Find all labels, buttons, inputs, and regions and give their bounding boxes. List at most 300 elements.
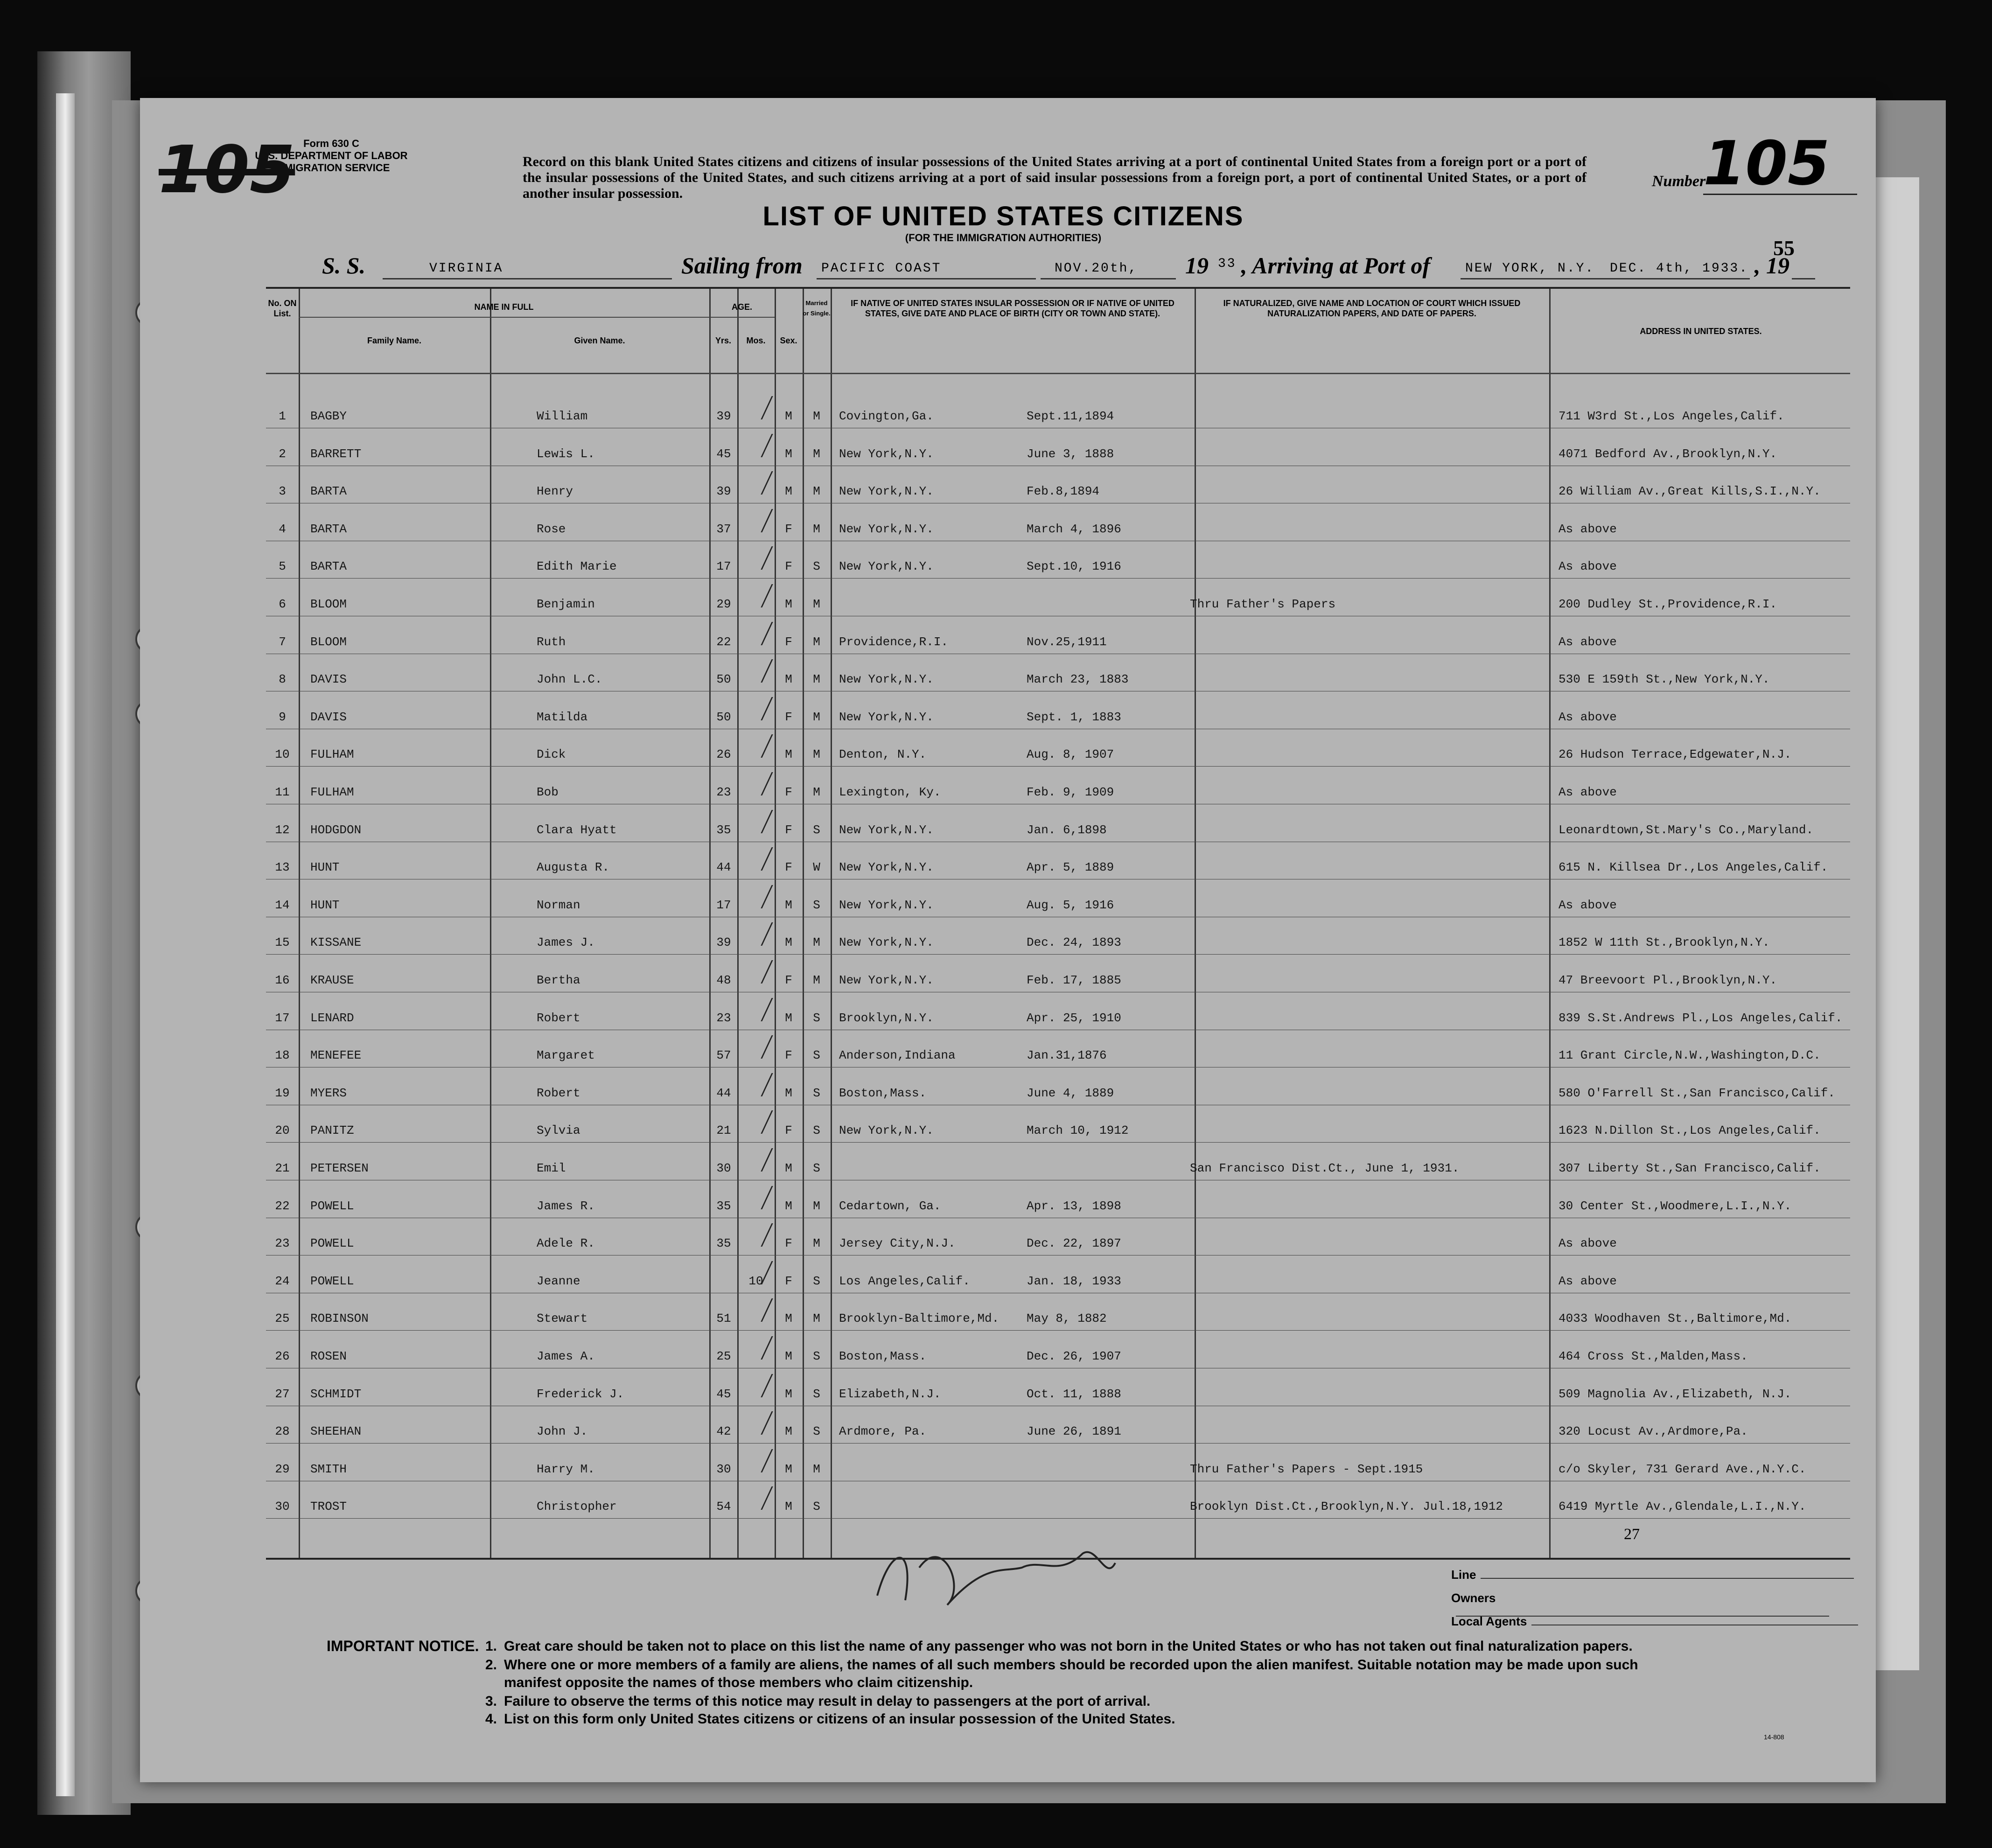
cell-address: 320 Locust Av.,Ardmore,Pa. [1559, 1424, 1748, 1439]
cell-sex: F [785, 1048, 792, 1063]
table-row [266, 852, 1850, 889]
cell-family: KISSANE [310, 935, 362, 950]
notice-text: Failure to observe the terms of this notice may result in delay to passengers at the port of arrival. [504, 1694, 1151, 1709]
form-instructions: Record on this blank United States citizens and citizens of insular possessions of the United States arriving at a port of continental United States from a foreign port or a port of the insular possessions of the United States, and such citizens arriving at a port of said insular possessions from a foreign port, a port of continental United States, or a port of another insular possession. [523, 154, 1587, 201]
cell-given: Stewart [537, 1311, 588, 1326]
cell-naturalized: San Francisco Dist.Ct., June 1, 1931. [1190, 1161, 1460, 1175]
cell-yrs: 30 [716, 1462, 731, 1476]
cell-sex: M [785, 1161, 792, 1175]
cell-address: 6419 Myrtle Av.,Glendale,L.I.,N.Y. [1559, 1499, 1806, 1514]
cell-birth-date: June 26, 1891 [1027, 1424, 1121, 1439]
line-label: Line [1451, 1568, 1476, 1582]
cell-birth-place: New York,N.Y. [839, 973, 934, 987]
cell-yrs: 25 [716, 1349, 731, 1363]
table-row [266, 589, 1850, 626]
cell-ms: W [813, 860, 820, 875]
cell-birth-place: Ardmore, Pa. [839, 1424, 927, 1439]
cell-address: As above [1559, 522, 1617, 536]
year2-prefix: , 19 [1754, 252, 1789, 279]
cell-birth-place: Los Angeles,Calif. [839, 1274, 970, 1288]
cell-ms: M [813, 973, 820, 987]
cell-given: James J. [537, 935, 595, 950]
form-print-code: 14-808 [1764, 1733, 1784, 1741]
cell-given: Robert [537, 1011, 580, 1025]
cell-ms: M [813, 710, 820, 724]
cell-no: 16 [275, 973, 290, 987]
cell-sex: M [785, 1424, 792, 1439]
cell-family: PETERSEN [310, 1161, 369, 1175]
cell-no: 5 [279, 559, 286, 574]
cell-sex: F [785, 785, 792, 799]
notice-item [485, 1638, 1698, 1655]
cell-yrs: 17 [716, 898, 731, 912]
local-agents-label: Local Agents [1451, 1614, 1527, 1628]
cell-family: PANITZ [310, 1123, 354, 1138]
cell-no: 8 [279, 672, 286, 687]
cell-no: 24 [275, 1274, 290, 1288]
row-rule [266, 766, 1850, 767]
cell-sex: M [785, 1086, 792, 1100]
cell-naturalized: Thru Father's Papers - Sept.1915 [1190, 1462, 1423, 1476]
cell-family: TROST [310, 1499, 347, 1514]
cell-given: Dick [537, 747, 566, 762]
cell-given: Norman [537, 898, 580, 912]
cell-address: As above [1559, 635, 1617, 649]
cell-family: POWELL [310, 1274, 354, 1288]
ss-label: S. S. [322, 252, 366, 279]
cell-yrs: 57 [716, 1048, 731, 1063]
cell-birth-date: Apr. 13, 1898 [1027, 1199, 1121, 1213]
cell-yrs: 45 [716, 446, 731, 461]
header-yrs: Yrs. [715, 336, 732, 345]
table-row [266, 1003, 1850, 1040]
cell-ms: M [813, 785, 820, 799]
table-row [266, 1115, 1850, 1152]
number-value: 105 [1703, 133, 1857, 195]
table-row [266, 401, 1850, 438]
cell-sex: F [785, 1236, 792, 1251]
cell-family: DAVIS [310, 672, 347, 687]
cell-sex: M [785, 898, 792, 912]
cell-no: 22 [275, 1199, 290, 1213]
cell-no: 14 [275, 898, 290, 912]
header-no-on-list: No. ON List. [268, 299, 297, 318]
voyage-line [322, 247, 1815, 285]
cell-sex: F [785, 823, 792, 837]
header-birth: IF NATIVE OF UNITED STATES INSULAR POSSESSION OR IF NATIVE OF UNITED STATES, GIVE DATE AND PLACE OF BIRTH (CITY OR TOWN AND STATE). [851, 299, 1174, 318]
cell-no: 3 [279, 484, 286, 499]
notice-text: List on this form only United States citizens or citizens of an insular possession of the United States. [504, 1711, 1175, 1727]
cell-address: 615 N. Killsea Dr.,Los Angeles,Calif. [1559, 860, 1828, 875]
cell-address: 1623 N.Dillon St.,Los Angeles,Calif. [1559, 1123, 1821, 1138]
cell-family: SMITH [310, 1462, 347, 1476]
cell-no: 7 [279, 635, 286, 649]
cell-given: Ruth [537, 635, 566, 649]
cell-given: Robert [537, 1086, 580, 1100]
cell-yrs: 30 [716, 1161, 731, 1175]
cell-given: Margaret [537, 1048, 595, 1063]
table-row [266, 627, 1850, 664]
table-row [266, 1040, 1850, 1077]
cell-given: Adele R. [537, 1236, 595, 1251]
cell-birth-place: Providence,R.I. [839, 635, 949, 649]
cell-sex: F [785, 1274, 792, 1288]
header-divider [299, 317, 775, 318]
cell-yrs: 51 [716, 1311, 731, 1326]
table-row [266, 965, 1850, 1002]
cell-no: 29 [275, 1462, 290, 1476]
cell-sex: M [785, 1349, 792, 1363]
cell-no: 25 [275, 1311, 290, 1326]
table-row [266, 1078, 1850, 1115]
cell-no: 4 [279, 522, 286, 536]
cell-address: 47 Breevoort Pl.,Brooklyn,N.Y. [1559, 973, 1777, 987]
cell-sex: M [785, 1011, 792, 1025]
cell-no: 30 [275, 1499, 290, 1514]
cell-given: Augusta R. [537, 860, 610, 875]
cell-given: Frederick J. [537, 1387, 624, 1401]
cell-birth-date: Jan. 18, 1933 [1027, 1274, 1121, 1288]
table-row [266, 702, 1850, 739]
year-suffix: 33 [1218, 257, 1237, 271]
cell-naturalized: Brooklyn Dist.Ct.,Brooklyn,N.Y. Jul.18,1912 [1190, 1499, 1503, 1514]
cell-given: Edith Marie [537, 559, 617, 574]
table-row [266, 1228, 1850, 1265]
cell-ms: S [813, 1349, 820, 1363]
cell-sex: F [785, 559, 792, 574]
cell-ms: S [813, 1123, 820, 1138]
cell-ms: S [813, 898, 820, 912]
cell-yrs: 29 [716, 597, 731, 611]
cell-yrs: 39 [716, 409, 731, 423]
table-row [266, 514, 1850, 551]
cell-ms: S [813, 559, 820, 574]
cell-given: Rose [537, 522, 566, 536]
table-row [266, 1341, 1850, 1378]
row-rule [266, 1142, 1850, 1143]
cell-birth-place: Boston,Mass. [839, 1349, 927, 1363]
cell-family: POWELL [310, 1236, 354, 1251]
cell-birth-date: Nov.25,1911 [1027, 635, 1107, 649]
cell-address: 26 Hudson Terrace,Edgewater,N.J. [1559, 747, 1792, 762]
cell-no: 18 [275, 1048, 290, 1063]
cell-birth-place: Jersey City,N.J. [839, 1236, 956, 1251]
year2-underline [1792, 278, 1815, 279]
notice-number: 4. [485, 1711, 497, 1727]
cell-birth-place: Cedartown, Ga. [839, 1199, 941, 1213]
cell-birth-date: Sept. 1, 1883 [1027, 710, 1121, 724]
cell-address: 307 Liberty St.,San Francisco,Calif. [1559, 1161, 1821, 1175]
cell-ms: M [813, 1199, 820, 1213]
cell-ms: S [813, 1499, 820, 1514]
cell-birth-date: March 4, 1896 [1027, 522, 1121, 536]
cell-given: John L.C. [537, 672, 602, 687]
notice-text: Great care should be taken not to place on this list the name of any passenger who was not born in the United States or who has not taken out final naturalization papers. [504, 1639, 1633, 1654]
cell-ms: M [813, 409, 820, 423]
cell-birth-place: New York,N.Y. [839, 710, 934, 724]
cell-family: MYERS [310, 1086, 347, 1100]
table-row [266, 476, 1850, 513]
cell-birth-date: Apr. 25, 1910 [1027, 1011, 1121, 1025]
binder-strip [56, 93, 75, 1796]
cell-no: 27 [275, 1387, 290, 1401]
cell-address: 839 S.St.Andrews Pl.,Los Angeles,Calif. [1559, 1011, 1843, 1025]
cell-yrs: 35 [716, 823, 731, 837]
cell-given: Emil [537, 1161, 566, 1175]
cell-given: Christopher [537, 1499, 617, 1514]
header-age: AGE. [731, 302, 752, 312]
header-bottom [266, 373, 1850, 374]
cell-family: BARRETT [310, 446, 362, 461]
cell-given: Benjamin [537, 597, 595, 611]
row-rule [266, 1518, 1850, 1519]
header-name-in-full: NAME IN FULL [474, 302, 534, 312]
cell-family: BAGBY [310, 409, 347, 423]
cell-yrs: 35 [716, 1236, 731, 1251]
total-passengers: 27 [1624, 1526, 1640, 1543]
cell-address: 530 E 159th St.,New York,N.Y. [1559, 672, 1770, 687]
arriving-port: NEW YORK, N.Y. [1465, 261, 1595, 276]
cell-family: BLOOM [310, 597, 347, 611]
table-row [266, 890, 1850, 927]
form-number: Form 630 C [303, 138, 359, 149]
cell-ms: M [813, 522, 820, 536]
page-title: LIST OF UNITED STATES CITIZENS [762, 201, 1244, 231]
header-sex: Sex. [780, 336, 797, 345]
handwritten-sheet-number: 105 [159, 132, 295, 208]
cell-birth-place: New York,N.Y. [839, 860, 934, 875]
table-row [266, 739, 1850, 776]
cell-sex: F [785, 635, 792, 649]
cell-ms: S [813, 1011, 820, 1025]
cell-yrs: 50 [716, 710, 731, 724]
cell-birth-date: March 10, 1912 [1027, 1123, 1129, 1138]
cell-birth-place: New York,N.Y. [839, 1123, 934, 1138]
cell-address: 1852 W 11th St.,Brooklyn,N.Y. [1559, 935, 1770, 950]
cell-family: BARTA [310, 522, 347, 536]
sailing-date: NOV.20th, [1055, 261, 1138, 276]
cell-address: 509 Magnolia Av.,Elizabeth, N.J. [1559, 1387, 1792, 1401]
footer-section [327, 1568, 1866, 1782]
cell-yrs: 54 [716, 1499, 731, 1514]
cell-yrs: 44 [716, 1086, 731, 1100]
cell-birth-date: June 3, 1888 [1027, 446, 1114, 461]
header-given-name: Given Name. [574, 336, 625, 345]
cell-no: 23 [275, 1236, 290, 1251]
header-married-single: Married or Single. [803, 300, 831, 317]
cell-yrs: 45 [716, 1387, 731, 1401]
table-row [266, 1266, 1850, 1303]
cell-birth-place: Denton, N.Y. [839, 747, 927, 762]
cell-ms: S [813, 1387, 820, 1401]
row-rule [266, 578, 1850, 579]
cell-address: 11 Grant Circle,N.W.,Washington,D.C. [1559, 1048, 1821, 1063]
header-mos: Mos. [746, 336, 766, 345]
ship-name: VIRGINIA [429, 261, 503, 276]
table-row [266, 815, 1850, 852]
arriving-underline [1461, 278, 1750, 279]
notice-item [485, 1656, 1698, 1692]
cell-family: ROBINSON [310, 1311, 369, 1326]
cell-ms: M [813, 597, 820, 611]
table-row [266, 1454, 1850, 1491]
cell-family: HUNT [310, 898, 340, 912]
check-mark-icon [742, 396, 773, 419]
cell-sex: M [785, 597, 792, 611]
cell-birth-date: May 8, 1882 [1027, 1311, 1107, 1326]
cell-ms: M [813, 446, 820, 461]
cell-birth-place: Brooklyn-Baltimore,Md. [839, 1311, 999, 1326]
arriving-date: DEC. 4th, 1933. [1610, 261, 1749, 276]
cell-family: BLOOM [310, 635, 347, 649]
cell-sex: M [785, 409, 792, 423]
cell-ms: M [813, 935, 820, 950]
cell-birth-date: Feb.8,1894 [1027, 484, 1100, 499]
cell-given: William [537, 409, 588, 423]
table-row [266, 1153, 1850, 1190]
cell-birth-place: New York,N.Y. [839, 559, 934, 574]
cell-birth-place: Anderson,Indiana [839, 1048, 956, 1063]
table-row [266, 551, 1850, 588]
cell-no: 20 [275, 1123, 290, 1138]
cell-sex: M [785, 1311, 792, 1326]
cell-sex: M [785, 1387, 792, 1401]
cell-given: James R. [537, 1199, 595, 1213]
cell-birth-place: New York,N.Y. [839, 823, 934, 837]
table-row [266, 664, 1850, 701]
cell-no: 19 [275, 1086, 290, 1100]
cell-sex: F [785, 522, 792, 536]
cell-birth-place: Boston,Mass. [839, 1086, 927, 1100]
table-row [266, 1303, 1850, 1340]
cell-given: Lewis L. [537, 446, 595, 461]
sailing-from-label: Sailing from [681, 252, 803, 279]
cell-ms: S [813, 1424, 820, 1439]
cell-ms: S [813, 1048, 820, 1063]
cell-family: KRAUSE [310, 973, 354, 987]
cell-birth-place: New York,N.Y. [839, 446, 934, 461]
cell-yrs: 22 [716, 635, 731, 649]
cell-yrs: 48 [716, 973, 731, 987]
cell-given: Sylvia [537, 1123, 580, 1138]
cell-sex: M [785, 1462, 792, 1476]
cell-no: 17 [275, 1011, 290, 1025]
cell-family: BARTA [310, 484, 347, 499]
notice-number: 1. [485, 1639, 497, 1654]
cell-yrs: 42 [716, 1424, 731, 1439]
cell-address: As above [1559, 785, 1617, 799]
cell-address: As above [1559, 559, 1617, 574]
year-prefix: 19 [1185, 252, 1209, 279]
cell-ms: M [813, 747, 820, 762]
cell-birth-date: Oct. 11, 1888 [1027, 1387, 1121, 1401]
cell-family: MENEFEE [310, 1048, 362, 1063]
table-row [266, 1191, 1850, 1228]
cell-address: As above [1559, 898, 1617, 912]
cell-sex: F [785, 860, 792, 875]
cell-ms: M [813, 1236, 820, 1251]
cell-no: 10 [275, 747, 290, 762]
cell-yrs: 44 [716, 860, 731, 875]
cell-address: 4033 Woodhaven St.,Baltimore,Md. [1559, 1311, 1792, 1326]
cell-sex: M [785, 747, 792, 762]
cell-yrs: 37 [716, 522, 731, 536]
cell-ms: M [813, 635, 820, 649]
cell-ms: S [813, 1274, 820, 1288]
sailing-underline [817, 278, 1036, 279]
page-subtitle: (FOR THE IMMIGRATION AUTHORITIES) [905, 232, 1102, 244]
cell-yrs: 17 [716, 559, 731, 574]
cell-no: 1 [279, 409, 286, 423]
cell-ms: M [813, 1311, 820, 1326]
cell-birth-date: Jan. 6,1898 [1027, 823, 1107, 837]
notice-number: 2. [485, 1657, 497, 1673]
sailing-from-value: PACIFIC COAST [821, 261, 942, 276]
header-family-name: Family Name. [367, 336, 422, 345]
cell-yrs: 23 [716, 785, 731, 799]
notice-number: 3. [485, 1694, 497, 1709]
cell-given: Bob [537, 785, 559, 799]
notice-item [485, 1693, 1698, 1710]
cell-yrs: 39 [716, 935, 731, 950]
cell-given: Henry [537, 484, 573, 499]
cell-yrs: 23 [716, 1011, 731, 1025]
cell-sex: M [785, 1499, 792, 1514]
cell-birth-place: Lexington, Ky. [839, 785, 941, 799]
number-label: Number [1652, 173, 1706, 190]
cell-yrs: 39 [716, 484, 731, 499]
cell-given: James A. [537, 1349, 595, 1363]
cell-family: LENARD [310, 1011, 354, 1025]
cell-birth-date: Jan.31,1876 [1027, 1048, 1107, 1063]
cell-family: FULHAM [310, 785, 354, 799]
table-row [266, 1379, 1850, 1416]
table-row [266, 439, 1850, 476]
cell-family: HODGDON [310, 823, 362, 837]
cell-given: Clara Hyatt [537, 823, 617, 837]
cell-address: As above [1559, 1236, 1617, 1251]
cell-birth-date: Dec. 22, 1897 [1027, 1236, 1121, 1251]
table-row [266, 927, 1850, 964]
notice-title: IMPORTANT NOTICE. [327, 1638, 479, 1654]
cell-family: SHEEHAN [310, 1424, 362, 1439]
cell-address: c/o Skyler, 731 Gerard Ave.,N.Y.C. [1559, 1462, 1806, 1476]
cell-ms: S [813, 1161, 820, 1175]
cell-naturalized: Thru Father's Papers [1190, 597, 1336, 611]
header-address: ADDRESS IN UNITED STATES. [1640, 327, 1762, 336]
cell-no: 15 [275, 935, 290, 950]
service-name: IMMIGRATION SERVICE [273, 162, 390, 174]
cell-given: John J. [537, 1424, 588, 1439]
cell-birth-date: Sept.11,1894 [1027, 409, 1114, 423]
local-agents-field [1451, 1614, 1858, 1629]
cell-birth-place: New York,N.Y. [839, 935, 934, 950]
cell-family: ROSEN [310, 1349, 347, 1363]
page-number: 55 [1773, 236, 1795, 260]
cell-address: As above [1559, 1274, 1617, 1288]
cell-birth-place: New York,N.Y. [839, 484, 934, 499]
cell-no: 9 [279, 710, 286, 724]
cell-family: DAVIS [310, 710, 347, 724]
cell-sex: M [785, 484, 792, 499]
row-rule [266, 954, 1850, 955]
cell-birth-place: Covington,Ga. [839, 409, 934, 423]
cell-yrs: 21 [716, 1123, 731, 1138]
cell-given: Jeanne [537, 1274, 580, 1288]
cell-sex: M [785, 672, 792, 687]
cell-sex: M [785, 446, 792, 461]
cell-given: Harry M. [537, 1462, 595, 1476]
